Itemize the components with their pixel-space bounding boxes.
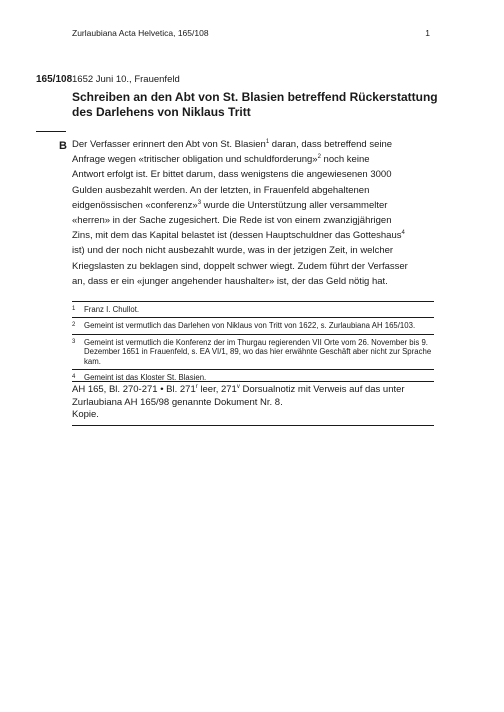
source-text: Dorsualnotiz mit Verweis auf das unter [239,384,405,395]
footnote-item [72,334,434,369]
footnote-ref[interactable]: 2 [317,154,321,161]
body-line [72,152,436,167]
footnote-item [72,317,434,333]
body-line [72,228,436,243]
footnote-text: Gemeint ist vermutlich die Konferenz der im Thurgau regierenden VII Orte vom 26. November bis 9. Dezember 1651 in Frauenfeld, s. EA VI/1, 89, wo das hier erwähnte Geschäft aber nicht zur Sprache kam. [84,337,432,366]
source-line: Zurlaubiana AH 165/98 genannte Dokument Nr. 8. [72,396,283,408]
footnotes [72,301,434,385]
section-rule [36,131,66,132]
body-line: «herren» in der Sache zugesichert. Die Rede ist von einem zwanzigjährigen [72,215,392,227]
body-text: Der Verfasser erinnert den Abt von St. Blasien [72,139,266,150]
body-line: Kriegslasten zu beklagen sind, doppelt schwer wiegt. Zudem führt der Verfasser [72,260,408,272]
page-number: 1 [425,28,430,38]
body-line: ist) und der noch nicht ausbezahlt wurde, was in der jetzigen Zeit, in welcher [72,245,394,257]
regest-body [72,137,436,289]
body-line: an, dass er ein «junger angehender haushalter» ist, der das Geld nötig hat. [72,275,388,287]
section-marker: B [59,140,67,152]
body-text: Anfrage wegen «tritischer obligation und schuldforderung» [72,154,318,166]
body-text: daran, dass betreffend seine [269,139,393,150]
document-title: Schreiben an den Abt von St. Blasien betreffend Rückerstattung des Darlehens von Niklaus Tritt [72,90,438,119]
folio-verso: v [236,383,240,390]
body-text: wurde die Unterstützung aller versammelter [201,199,388,211]
source-line [72,384,434,397]
footnote-ref[interactable]: 4 [401,230,405,237]
footnote-text: Gemeint ist das Kloster St. Blasien. [84,373,207,383]
document-date-place: 1652 Juni 10., Frauenfeld [72,74,180,85]
source-text: leer, 271 [197,384,237,395]
footnote-text: Gemeint ist vermutlich das Darlehen von Niklaus von Tritt von 1622, s. Zurlaubiana AH 165/103. [84,321,416,331]
source-reference [72,381,434,426]
body-text: noch keine [320,154,370,166]
document-number: 165/108 [36,74,73,85]
footnote-mark: 2 [72,322,76,329]
body-line [72,198,436,213]
footnote-item [72,301,434,317]
folio-recto: r [195,383,198,390]
body-line: Gulden ausbezahlt werden. An der letzten, in Frauenfeld abgehaltenen [72,184,370,196]
footnote-ref[interactable]: 1 [265,138,270,145]
body-text: Zins, mit dem das Kapital belastet ist (dessen Hauptschuldner das Gotteshaus [72,230,402,242]
body-text: eidgenössischen «conferenz» [72,199,198,211]
footnote-mark: 4 [72,374,76,381]
body-line [72,137,436,152]
footnote-text: Franz I. Chullot. [84,305,140,314]
footnote-mark: 3 [72,338,76,345]
source-copy-note: Kopie. [72,409,99,420]
footnote-ref[interactable]: 3 [197,199,202,206]
source-text: AH 165, Bl. 270-271 • Bl. 271 [72,384,196,395]
footnote-mark: 1 [72,306,76,312]
body-line: Antwort erfolgt ist. Er bittet darum, dass wenigstens die angewiesenen 3000 [72,169,392,181]
collection-title: Zurlaubiana Acta Helvetica, 165/108 [72,28,209,38]
